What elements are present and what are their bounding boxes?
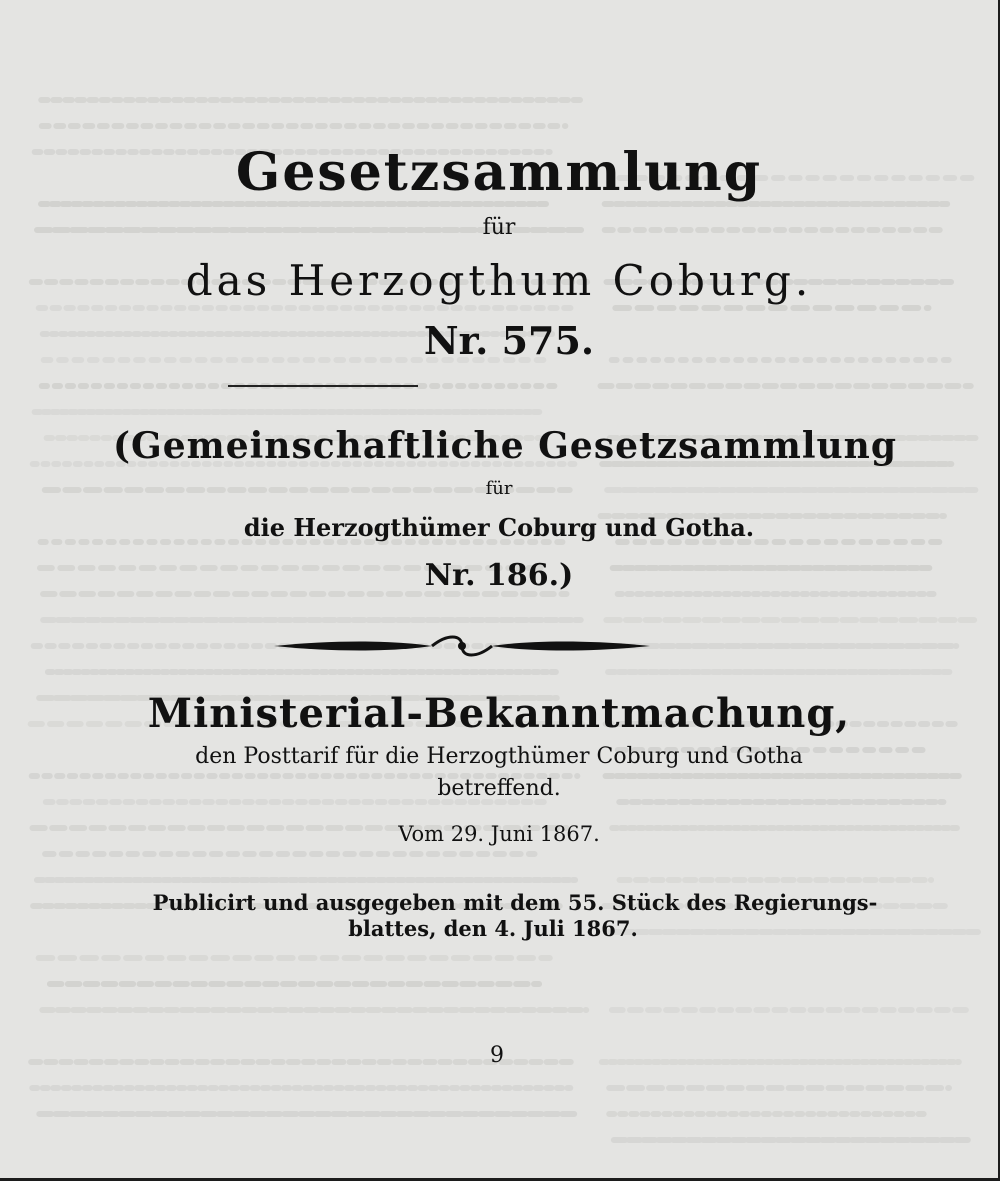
- duchies-name: die Herzogthümer Coburg und Gotha.: [243, 513, 755, 542]
- publication-line-1: Publicirt und ausgegeben mit dem 55. Stück des Regierungs-: [152, 890, 878, 915]
- issue-number-coburg: Nr. 575.: [423, 318, 595, 363]
- subject-line-1: den Posttarif für die Herzogthümer Coburg und Gotha: [195, 744, 803, 769]
- joint-collection-title: (Gemeinschaftliche Gesetzsammlung: [112, 425, 898, 467]
- for-label-1: für: [482, 215, 516, 240]
- ornament-divider: [272, 634, 652, 658]
- issue-number-joint: Nr. 186.): [424, 558, 574, 593]
- page-number: 9: [490, 1043, 504, 1068]
- collection-title: Gesetzsammlung: [235, 142, 763, 203]
- separator-rule: [228, 385, 418, 387]
- duchy-name: das Herzogthum Coburg.: [185, 256, 813, 305]
- for-label-2: für: [485, 478, 513, 499]
- publication-line-2: blattes, den 4. Juli 1867.: [348, 916, 638, 941]
- subject-line-2: betreffend.: [437, 776, 561, 801]
- announcement-heading: Ministerial-Bekanntmachung,: [147, 690, 851, 737]
- date-line: Vom 29. Juni 1867.: [398, 822, 600, 846]
